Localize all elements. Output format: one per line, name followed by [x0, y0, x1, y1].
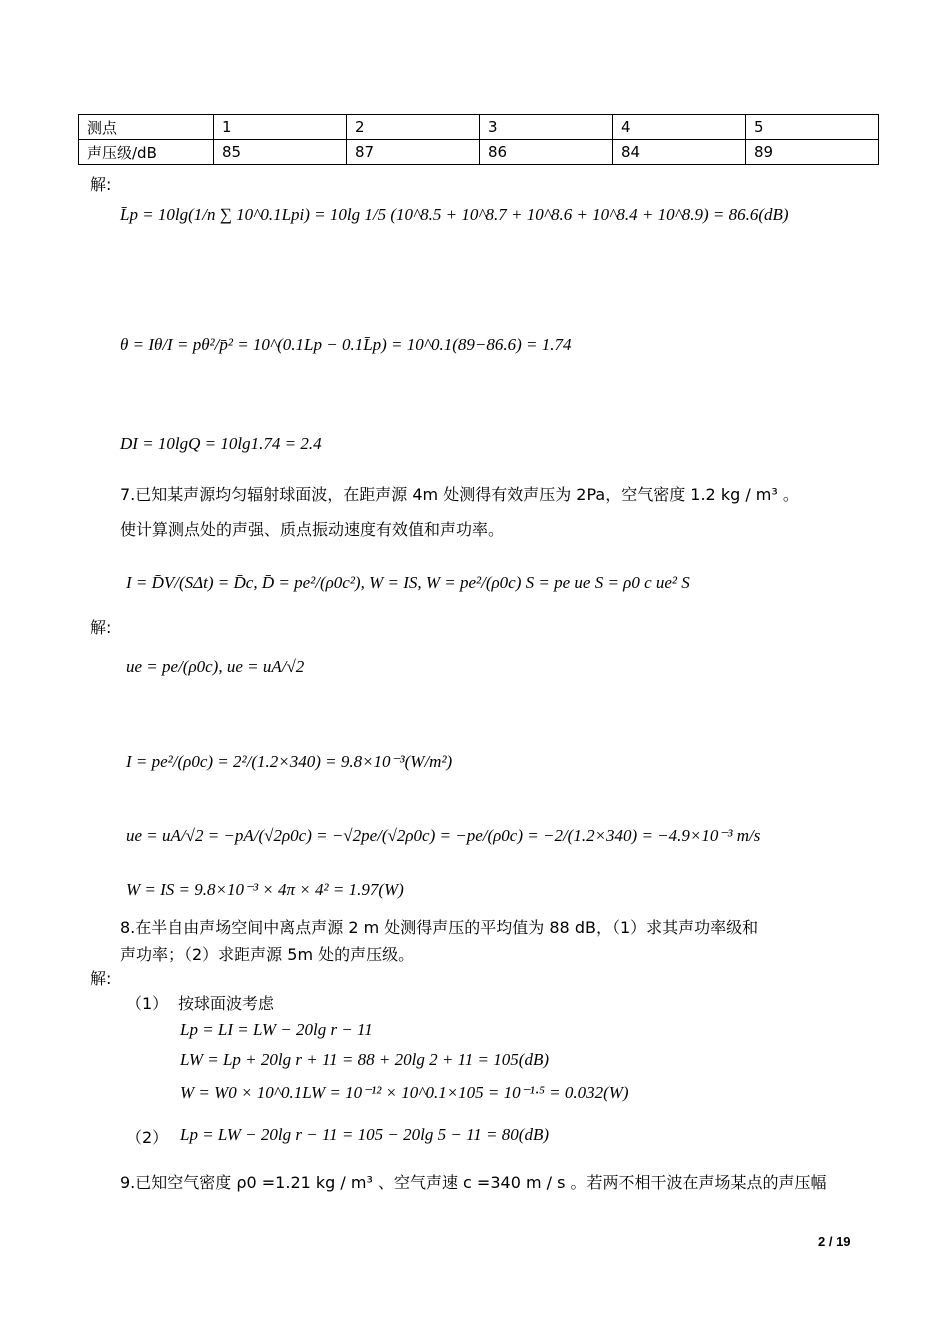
- equation-q7-velocity: ue = uA/√2 = −pA/(√2ρ0c) = −√2pe/(√2ρ0c) = −pe/(ρ0c) = −2/(1.2×340) = −4.9×10⁻³ m/s: [126, 826, 761, 845]
- table-cell: 86: [480, 140, 613, 165]
- equation-q7-velocity-definitions: ue = pe/(ρ0c), ue = uA/√2: [126, 657, 305, 676]
- table-cell: 84: [613, 140, 746, 165]
- equation-q8-power: W = W0 × 10^0.1LW = 10⁻¹² × 10^0.1×105 = 10⁻¹·⁵ = 0.032(W): [180, 1083, 629, 1102]
- table-cell: 85: [214, 140, 347, 165]
- page-number: 2 / 19: [818, 1234, 851, 1249]
- table-row: [79, 115, 879, 140]
- table-cell: 4: [613, 115, 746, 140]
- part-2-label: （2）: [126, 1128, 169, 1147]
- equation-directivity-index: DI = 10lgQ = 10lg1.74 = 2.4: [120, 434, 322, 453]
- question-7-line-1: 7.已知某声源均匀辐射球面波，在距声源 4m 处测得有效声压为 2Pa，空气密度 1.2 kg / m³ 。: [120, 485, 799, 504]
- table-cell: 89: [746, 140, 879, 165]
- question-9-line-1: 9.已知空气密度 ρ0 =1.21 kg / m³ 、空气声速 c =340 m / s 。若两不相干波在声场某点的声压幅: [120, 1173, 827, 1192]
- solution-label: 解:: [90, 618, 112, 637]
- equation-directivity-factor: θ = Iθ/I = pθ²/p̄² = 10^(0.1Lp − 0.1L̄p) = 10^0.1(89−86.6) = 1.74: [120, 335, 572, 354]
- measurement-table: [78, 114, 879, 165]
- equation-q8-pressure-level: Lp = LW − 20lg r − 11 = 105 − 20lg 5 − 11 = 80(dB): [180, 1125, 549, 1144]
- equation-q8-relation: Lp = LI = LW − 20lg r − 11: [180, 1020, 373, 1039]
- question-8-line-1: 8.在半自由声场空间中离点声源 2 m 处测得声压的平均值为 88 dB，（1）求其声功率级和: [120, 918, 759, 937]
- table-cell: 5: [746, 115, 879, 140]
- table-cell: 87: [347, 140, 480, 165]
- table-row: [79, 140, 879, 165]
- solution-label: 解:: [90, 175, 112, 194]
- equation-average-level: L̄p = 10lg(1/n ∑ 10^0.1Lpi) = 10lg 1/5 (10^8.5 + 10^8.7 + 10^8.6 + 10^8.4 + 10^8.9) = 86.6(dB): [120, 205, 789, 224]
- table-cell: 测点: [79, 115, 214, 140]
- table-cell: 3: [480, 115, 613, 140]
- table-cell: 声压级/dB: [79, 140, 214, 165]
- part-1-title: 按球面波考虑: [178, 994, 275, 1013]
- part-1-label: （1）: [126, 994, 169, 1013]
- table-cell: 2: [347, 115, 480, 140]
- question-8-line-2: 声功率；（2）求距声源 5m 处的声压级。: [120, 945, 415, 964]
- equation-q8-power-level: LW = Lp + 20lg r + 11 = 88 + 20lg 2 + 11 = 105(dB): [180, 1050, 549, 1069]
- table-cell: 1: [214, 115, 347, 140]
- equation-q7-intensity: I = pe²/(ρ0c) = 2²/(1.2×340) = 9.8×10⁻³(W/m²): [126, 752, 453, 771]
- equation-q7-power: W = IS = 9.8×10⁻³ × 4π × 4² = 1.97(W): [126, 880, 404, 899]
- equation-q7-formula: I = D̄V/(SΔt) = D̄c, D̄ = pe²/(ρ0c²), W = IS, W = pe²/(ρ0c) S = pe ue S = ρ0 c ue² S: [126, 573, 690, 592]
- solution-label: 解:: [90, 969, 112, 988]
- question-7-line-2: 使计算测点处的声强、质点振动速度有效值和声功率。: [120, 520, 505, 539]
